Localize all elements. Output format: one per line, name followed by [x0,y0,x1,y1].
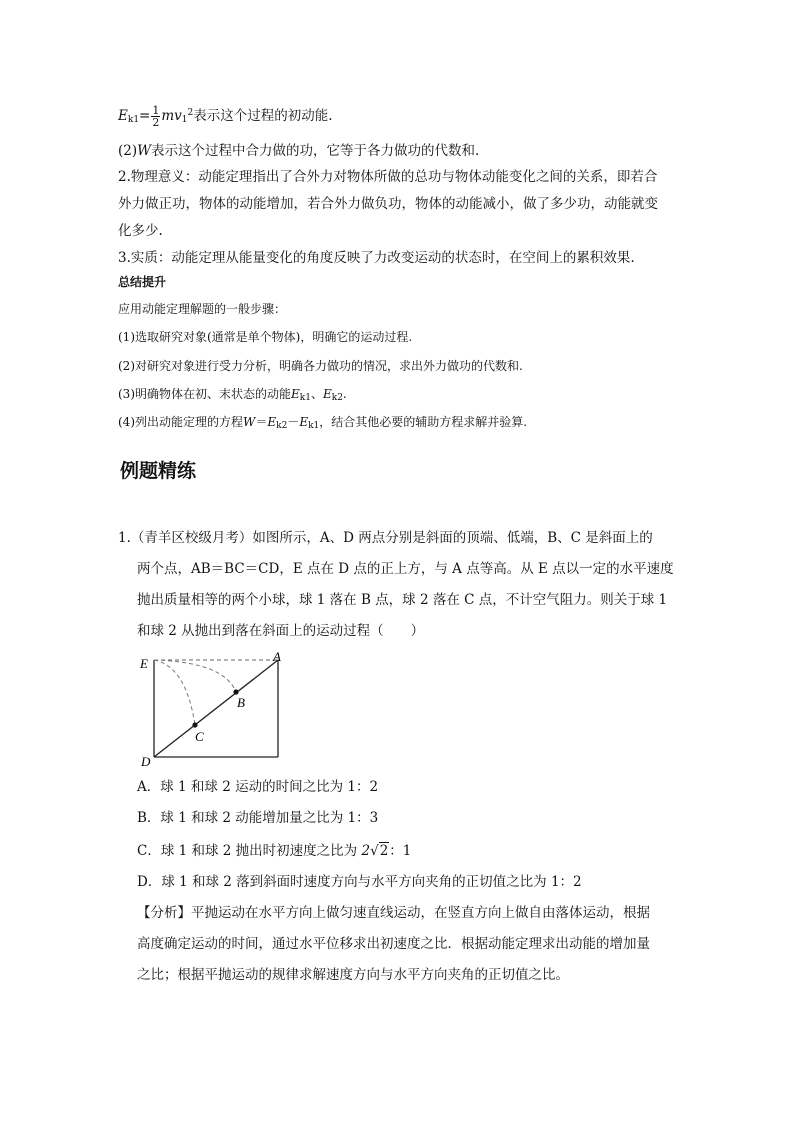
w-symbol: W [137,143,152,159]
meaning-line-2: 外力做正功，物体的动能增加，若合外力做负功，物体的动能减小，做了多少功，动能就变 [118,196,658,212]
root-coefficient: 2 [361,843,371,859]
summary-step-4 [118,412,527,436]
step-3-text: (3)明确物体在初、末状态的动能 [118,387,291,401]
fraction-denominator: 2 [152,116,160,129]
mv-symbol: mv [161,108,182,124]
trajectory-ball-2 [154,660,195,725]
label-a: A [273,650,281,664]
radicand: 2 [379,843,389,859]
option-d: D．球 1 和球 2 落到斜面时速度方向与水平方向夹角的正切值之比为 1：2 [137,874,582,890]
label-b: B [237,695,245,710]
summary-step-3 [118,384,347,408]
option-b: B．球 1 和球 2 动能增加量之比为 1：3 [137,810,379,826]
summary-step-1: (1)选取研究对象(通常是单个物体)，明确它的运动过程. [118,330,413,344]
analysis-line-2: 高度确定运动的时间，通过水平位移求出初速度之比．根据动能定理求出动能的增加量 [137,936,650,952]
question-line-2: 两个点，AB＝BC＝CD，E 点在 D 点的正上方，与 A 点等高。从 E 点以一定的水平速度 [137,561,674,577]
meaning-line-1: 2.物理意义：动能定理指出了合外力对物体所做的总功与物体动能变化之间的关系，即若合 [118,169,658,185]
ek2-subscript: k2 [276,421,288,431]
half-fraction [151,105,160,128]
step-4-text: (4)列出动能定理的方程 [118,415,243,429]
equals-sign: = [139,108,151,124]
ek1-symbol: E [118,108,128,124]
work-description: 表示这个过程中合力做的功，它等于各力做功的代数和. [151,143,480,159]
ek1-symbol: E [291,387,300,401]
summary-step-2: (2)对研究对象进行受力分析，明确各力做功的情况，求出外力做功的代数和. [118,359,523,373]
label-e: E [140,656,148,671]
item-number: (2) [118,143,138,159]
essence-line: 3.实质：动能定理从能量变化的角度反映了力改变运动的状态时，在空间上的累积效果. [118,250,635,266]
question-line-3: 抛出质量相等的两个小球，球 1 落在 B 点，球 2 落在 C 点，不计空气阻力。则关于球 1 [137,592,668,608]
incline-line [154,660,278,757]
option-a: A．球 1 和球 2 运动的时间之比为 1：2 [137,779,379,795]
ek2-subscript: k2 [331,393,343,403]
incline-figure [136,650,296,770]
analysis-line-3: 之比；根据平抛运动的规律求解速度方向与水平方向夹角的正切值之比。 [137,967,569,983]
ek1-description: 表示这个过程的初动能. [193,108,333,124]
equals-sign: ＝ [255,415,268,429]
point-c-dot [192,722,197,727]
work-definition-line [118,141,479,161]
ek1-subscript: k1 [299,393,311,403]
section-heading: 例题精练 [120,460,197,482]
point-b-dot [233,689,238,694]
square-root: √2 [370,843,389,859]
mv-superscript: 2 [187,108,194,118]
mv-subscript: 1 [181,115,188,125]
ek1-definition-line [118,103,333,130]
ek1-subscript: k1 [127,115,140,125]
summary-lead: 应用动能定理解题的一般步骤： [118,302,287,316]
trajectory-ball-1 [154,660,236,692]
ek2-symbol: E [267,415,277,429]
step-4-rest: ，结合其他必要的辅助方程求解并验算. [319,415,528,429]
label-d: D [141,754,151,769]
ek1-symbol: E [299,415,309,429]
question-line-1: 1.（青羊区校级月考）如图所示，A、D 两点分别是斜面的顶端、低端，B、C 是斜面上的 [118,530,653,546]
fraction-numerator: 1 [152,104,160,117]
option-c-text: C．球 1 和球 2 抛出时初速度之比为 [137,843,358,859]
minus-sign: － [287,415,300,429]
period: . [342,387,347,401]
analysis-line-1: 【分析】平抛运动在水平方向上做匀速直线运动，在竖直方向上做自由落体运动，根据 [137,905,650,921]
label-c: C [195,729,204,744]
question-line-4: 和球 2 从抛出到落在斜面上的运动过程（ ） [137,623,425,639]
meaning-line-3: 化多少. [118,223,163,239]
option-c [137,841,411,861]
summary-title: 总结提升 [118,275,167,289]
w-symbol: W [243,415,256,429]
ek1-subscript: k1 [308,421,320,431]
separator: 、 [310,387,323,401]
option-c-ratio-end: ：1 [389,843,412,859]
ek2-symbol: E [322,387,332,401]
